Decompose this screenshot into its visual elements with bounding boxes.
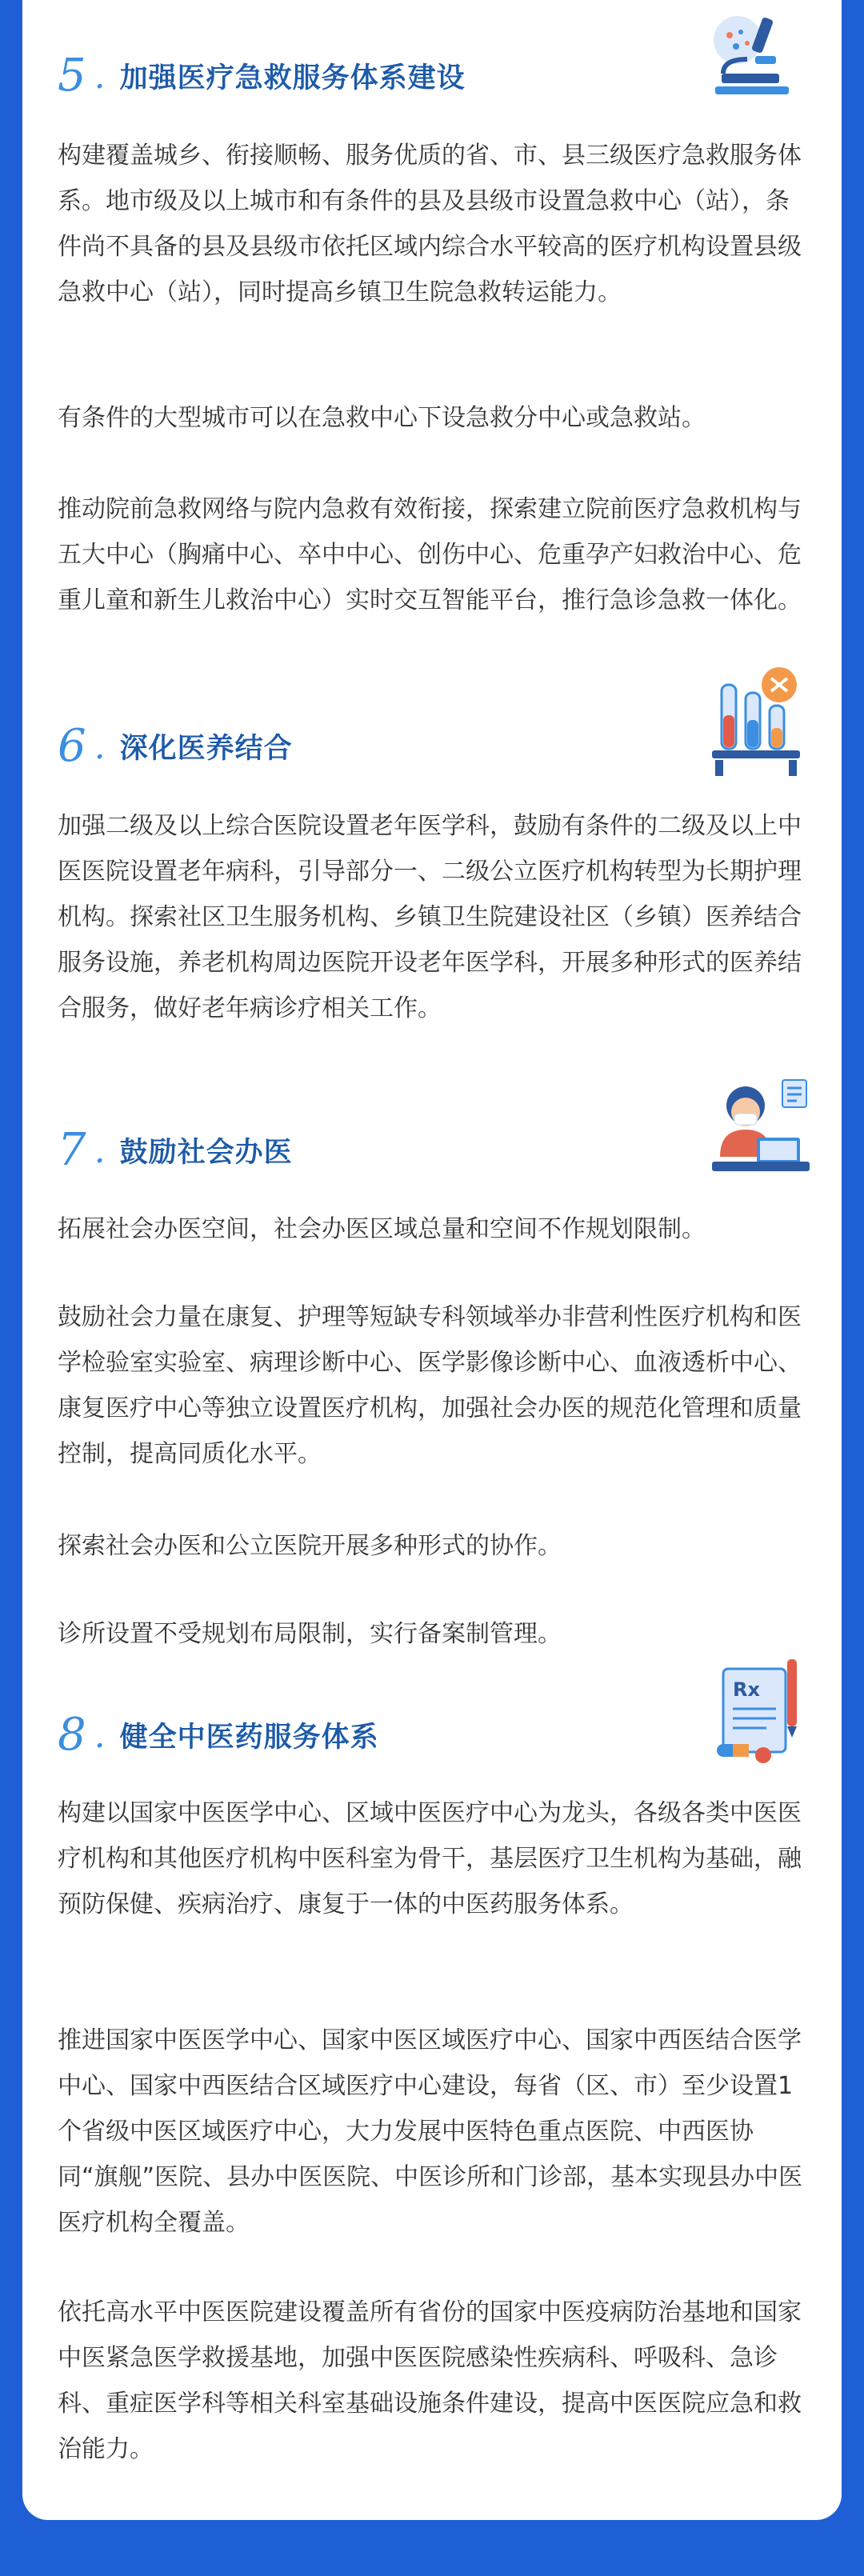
section-5-paragraph-3: 推动院前急救网络与院内急救有效衔接，探索建立院前医疗急救机构与五大中心（胸痛中心、卒中中心、创伤中心、危重孕产妇救治中心、危重儿童和新生儿救治中心）实时交互智能平台，推行急诊急救一体化。 bbox=[58, 495, 802, 614]
section-8-heading bbox=[58, 1707, 379, 1763]
section-number: 6 bbox=[58, 720, 86, 772]
doctor-icon bbox=[709, 1077, 813, 1184]
section-title: 深化医养结合 bbox=[119, 733, 293, 765]
section-7-paragraph-3: 探索社会办医和公立医院开展多种形式的协作。 bbox=[58, 1532, 562, 1560]
section-6-heading bbox=[58, 718, 293, 774]
number-dot: . bbox=[94, 1714, 106, 1756]
section-7-paragraph-1: 拓展社会办医空间，社会办医区域总量和空间不作规划限制。 bbox=[58, 1215, 706, 1243]
section-6-paragraph-1: 加强二级及以上综合医院设置老年医学科，鼓励有条件的二级及以上中医医院设置老年病科，引导部分一、二级公立医疗机构转型为长期护理机构。探索社区卫生服务机构、乡镇卫生院建设社区（乡镇）医养结合服务设施，养老机构周边医院开设老年医学科，开展多种形式的医养结合服务，做好老年病诊疗相关工作。 bbox=[58, 812, 802, 1022]
content-card bbox=[22, 0, 842, 2520]
prescription-icon bbox=[715, 1654, 811, 1778]
section-title: 健全中医药服务体系 bbox=[119, 1722, 379, 1754]
test-tubes-icon bbox=[712, 661, 808, 784]
section-7-paragraph-2: 鼓励社会力量在康复、护理等短缺专科领域举办非营利性医疗机构和医学检验室实验室、病理诊断中心、医学影像诊断中心、血液透析中心、康复医疗中心等独立设置医疗机构，加强社会办医的规范化管理和质量控制，提高同质化水平。 bbox=[58, 1303, 802, 1468]
section-number: 5 bbox=[58, 50, 86, 102]
section-number: 7 bbox=[58, 1124, 86, 1176]
section-5-paragraph-2: 有条件的大型城市可以在急救中心下设急救分中心或急救站。 bbox=[58, 404, 706, 432]
number-dot: . bbox=[94, 1130, 106, 1171]
section-5-paragraph-1: 构建覆盖城乡、衔接顺畅、服务优质的省、市、县三级医疗急救服务体系。地市级及以上城市和有条件的县及县级市设置急救中心（站），条件尚不具备的县及县级市依托区域内综合水平较高的医疗机构设置县级急救中心（站），同时提高乡镇卫生院急救转运能力。 bbox=[58, 142, 802, 306]
section-5-heading bbox=[58, 48, 466, 104]
number-dot: . bbox=[94, 726, 106, 767]
number-dot: . bbox=[94, 55, 106, 97]
section-8-paragraph-3: 依托高水平中医医院建设覆盖所有省份的国家中医疫病防治基地和国家中医紧急医学救援基地，加强中医医院感染性疾病科、呼吸科、急诊科、重症医学科等相关科室基础设施条件建设，提高中医医院应急和救治能力。 bbox=[58, 2298, 802, 2463]
section-title: 加强医疗急救服务体系建设 bbox=[119, 62, 466, 94]
svg-text:Rx: Rx bbox=[733, 1678, 760, 1701]
section-7-heading bbox=[58, 1122, 293, 1178]
section-7-paragraph-4: 诊所设置不受规划布局限制，实行备案制管理。 bbox=[58, 1620, 562, 1648]
section-8-paragraph-2: 推进国家中医医学中心、国家中医区域医疗中心、国家中西医结合医学中心、国家中西医结合区域医疗中心建设，每省（区、市）至少设置1个省级中医区域医疗中心，大力发展中医特色重点医院、中西医协同“旗舰”医院、县办中医医院、中医诊所和门诊部，基本实现县办中医医疗机构全覆盖。 bbox=[58, 2026, 803, 2237]
section-number: 8 bbox=[58, 1709, 86, 1761]
section-8-paragraph-1: 构建以国家中医医学中心、区域中医医疗中心为龙头，各级各类中医医疗机构和其他医疗机构中医科室为骨干，基层医疗卫生机构为基础，融预防保健、疾病治疗、康复于一体的中医药服务体系。 bbox=[58, 1799, 802, 1918]
microscope-icon bbox=[707, 10, 795, 117]
section-title: 鼓励社会办医 bbox=[119, 1137, 293, 1169]
